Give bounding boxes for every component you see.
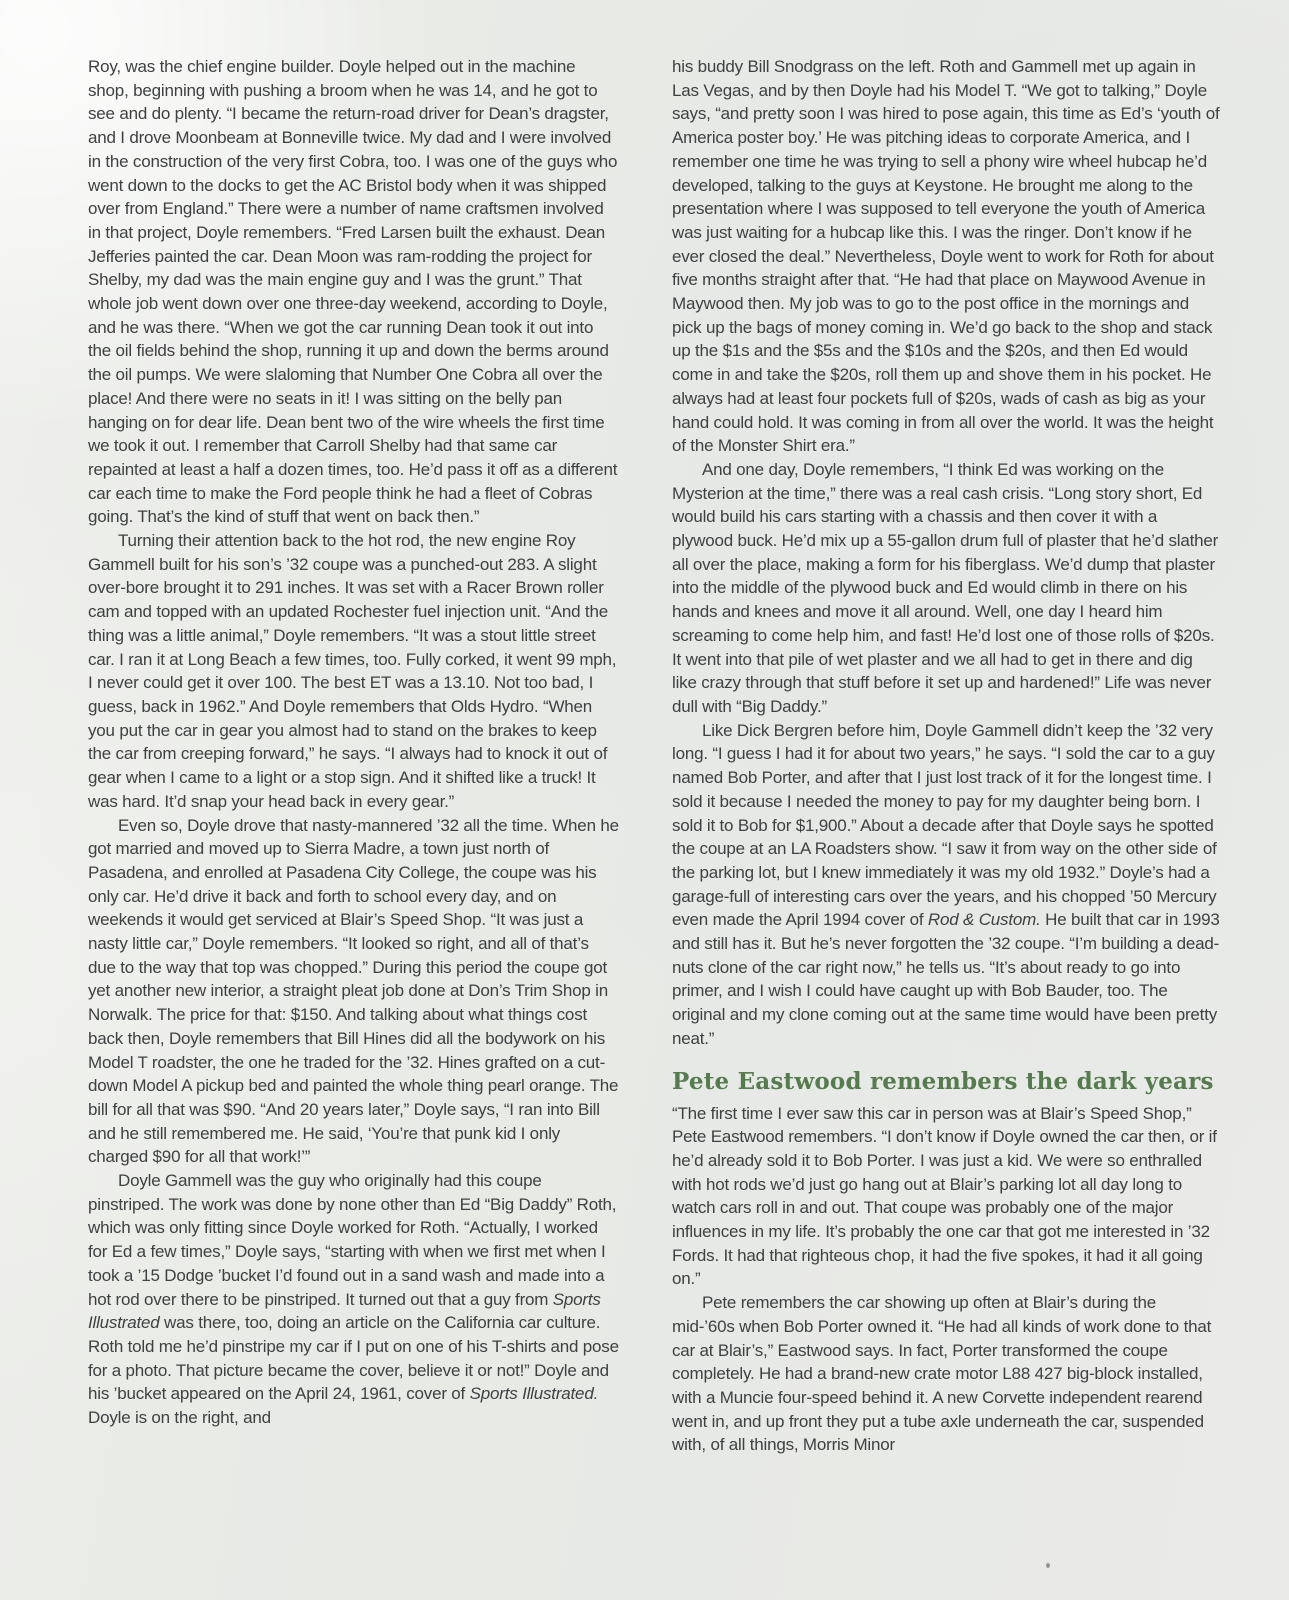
text-run: Roy, was the chief engine builder. Doyle helped out in the machine shop, beginning with pushing a broom when he was 14, and he got to see and do plenty. “I became the return-road driver for Dean’s dragster, and I drove Moonbeam at Bonneville twice. My dad and I were involved in the construction of the very first Cobra, too. I was one of the guys who went down to the docks to get the AC Bristol body when it was shipped over from England.” There were a number of name craftsmen involved in that project, Doyle remembers. “Fred Larsen built the exhaust. Dean Jefferies painted the car. Dean Moon was ram-rodding the project for Shelby, my dad was the main engine guy and I was the grunt.” That whole job went down over one three-day weekend, according to Doyle, and he was there. “When we got the car running Dean took it out into the oil fields behind the shop, running it up and down the berms around the oil pumps. We were slaloming that Number One Cobra all over the place! And there were no seats in it! I was sitting on the belly pan hanging on for dear life. Dean bent two of the wire wheels the first time we took it out. I remember that Carroll Shelby had that same car repainted at least a half a dozen times, too. He’d pass it off as a different car each time to make the Ford people think he had a fleet of Cobras going. That’s the kind of stuff that went on back then.” bbox=[88, 57, 618, 527]
text-run: And one day, Doyle remembers, “I think Ed was working on the Mysterion at the time,” there was a real cash crisis. “Long story short, Ed would build his cars starting with a chassis and then cover it with a plywood buck. He’d mix up a 55-gallon drum full of plaster that he’d slather all over the place, making a form for his fiberglass. We’d dump that plaster into the middle of the plywood buck and Ed would climb in there on his hands and knees and move it all around. Well, one day I heard him screaming to come help him, and fast! He’d lost one of those rolls of $20s. It went into that pile of wet plaster and we all had to get in there and dig like crazy through that stuff before it set up and hardened!” Life was never dull with “Big Daddy.” bbox=[672, 459, 1219, 716]
paragraph bbox=[88, 1169, 620, 1430]
italic-text-run: Rod & Custom. bbox=[927, 910, 1041, 930]
text-run: Doyle is on the right, and bbox=[88, 1408, 271, 1428]
text-run: his buddy Bill Snodgrass on the left. Roth and Gammell met up again in Las Vegas, and by then Doyle had his Model T. “We got to talking,” Doyle says, “and pretty soon I was hired to pose again, this time as Ed’s ‘youth of America poster boy.’ He was pitching ideas to corporate America, and I remember one time he was trying to sell a phony wire wheel hubcap he’d developed, talking to the guys at Keystone. He brought me along to the presentation where I was supposed to tell everyone the youth of America was just waiting for a hubcap like this. I was the ringer. Don’t know if he ever closed the deal.” Nevertheless, Doyle went to work for Roth for about five months straight after that. “He had that place on Maywood Avenue in Maywood then. My job was to go to the post office in the mornings and pick up the bags of money coming in. We’d go back to the shop and stack up the $1s and the $5s and the $10s and the $20s, and then Ed would come in and take the $20s, roll them up and shove them in his pocket. He always had at least four pockets full of $20s, wads of cash as big as your hand could hold. It was coming in from all over the world. It was the height of the Monster Shirt era.” bbox=[672, 57, 1220, 456]
paragraph bbox=[88, 55, 620, 529]
italic-text-run: Sports Illustrated. bbox=[469, 1384, 599, 1404]
text-run: Like Dick Bergren before him, Doyle Gammell didn’t keep the ’32 very long. “I guess I had it for about two years,” he says. “I sold the car to a guy named Bob Porter, and after that I just lost track of it for the longest time. I sold it because I needed the money to pay for my daughter being born. I sold it to Bob for $1,900.” About a decade after that Doyle says he spotted the coupe at an LA Roadsters show. “I saw it from way on the other side of the parking lot, but I knew immediately it was my old 1932.” Doyle’s had a garage-full of interesting cars over the years, and his chopped ’50 Mercury even made the April 1994 cover of bbox=[672, 720, 1217, 930]
paragraph bbox=[672, 55, 1220, 458]
paragraph bbox=[88, 814, 620, 1170]
text-run: Pete remembers the car showing up often at Blair’s during the mid-’60s when Bob Porter owned it. “He had all kinds of work done to that car at Blair’s,” Eastwood says. In fact, Porter transformed the coupe completely. He had a brand-new crate motor L88 427 big-block installed, with a Muncie four-speed behind it. A new Corvette independent rearend went in, and up front they put a tube axle underneath the car, suspended with, of all things, Morris Minor bbox=[672, 1293, 1212, 1455]
text-run: Doyle Gammell was the guy who originally had this coupe pinstriped. The work was done by none other than Ed “Big Daddy” Roth, which was only fitting since Doyle worked for Roth. “Actually, I worked for Ed a few times,” Doyle says, “starting with when we first met when I took a ’15 Dodge ’bucket I’d found out in a sand wash and made into a hot rod over there to be pinstriped. It turned out that a guy from bbox=[88, 1171, 617, 1309]
paragraph bbox=[672, 1291, 1220, 1457]
right-column bbox=[672, 55, 1220, 1457]
paragraph bbox=[88, 529, 620, 813]
text-run: Even so, Doyle drove that nasty-mannered ’32 all the time. When he got married and moved up to Sierra Madre, a town just north of Pasadena, and enrolled at Pasadena City College, the coupe was his only car. He’d drive it back and forth to school every day, and on weekends it would get serviced at Blair’s Speed Shop. “It was just a nasty little car,” Doyle remembers. “It looked so right, and all of that’s due to the way that top was chopped.” During this period the coupe got yet another new interior, a straight pleat job done at Don’s Trim Shop in Norwalk. The price for that: $150. And talking about what things cost back then, Doyle remembers that Bill Hines did all the bodywork on his Model T roadster, the one he traded for the ’32. Hines grafted on a cut-down Model A pickup bed and painted the whole thing pearl orange. The bill for all that was $90. “And 20 years later,” Doyle says, “I ran into Bill and he still remembered me. He said, ‘You’re that punk kid I only charged $90 for all that work!’” bbox=[88, 815, 619, 1167]
paragraph bbox=[672, 719, 1220, 1051]
left-column bbox=[88, 55, 620, 1430]
paragraph bbox=[672, 1102, 1220, 1292]
text-run: Turning their attention back to the hot rod, the new engine Roy Gammell built for his son’s ’32 coupe was a punched-out 283. A slight over-bore brought it to 291 inches. It was set with a Racer Brown roller cam and topped with an updated Rochester fuel injection unit. “And the thing was a little animal,” Doyle remembers. “It was a stout little street car. I ran it at Long Beach a few times, too. Fully corked, it went 99 mph, I never could get it over 100. The best ET was a 13.10. Not too bad, I guess, back in 1962.” And Doyle remembers that Olds Hydro. “When you put the car in gear you almost had to stand on the brakes to keep the car from creeping forward,” he says. “I always had to knock it out of gear when I came to a light or a stop sign. And it shifted like a truck! It was hard. It’d snap your head back in every gear.” bbox=[88, 531, 617, 811]
text-run: was there, too, doing an article on the California car culture. Roth told me he’d pinstripe my car if I put on one of his T-shirts and pose for a photo. That picture became the cover, believe it or not!” Doyle and his ’bucket appeared on the April 24, 1961, cover of bbox=[88, 1313, 619, 1404]
scan-dust-speck bbox=[1046, 1563, 1050, 1568]
text-run: He built that car in 1993 and still has it. But he’s never forgotten the ’32 coupe. “I’m building a dead-nuts clone of the car right now,” he tells us. “It’s about ready to go into primer, and I wish I could have caught up with Bob Bauder, too. The original and my clone coming out at the same time would have been pretty neat.” bbox=[672, 910, 1220, 1048]
paragraph bbox=[672, 458, 1220, 719]
text-run: “The first time I ever saw this car in person was at Blair’s Speed Shop,” Pete Eastwood remembers. “I don’t know if Doyle owned the car then, or if he’d already sold it to Bob Porter. I was just a kid. We were so enthralled with hot rods we’d just go hang out at Blair’s parking lot all day long to watch cars roll in and out. That coupe was probably one of the major influences in my life. It’s probably the one car that got me interested in ’32 Fords. It had that righteous chop, it had the five spokes, it had it all going on.” bbox=[672, 1103, 1217, 1289]
section-heading: Pete Eastwood remembers the dark years bbox=[672, 1067, 1214, 1095]
italic-text-run: Sports Illustrated bbox=[88, 1289, 601, 1333]
